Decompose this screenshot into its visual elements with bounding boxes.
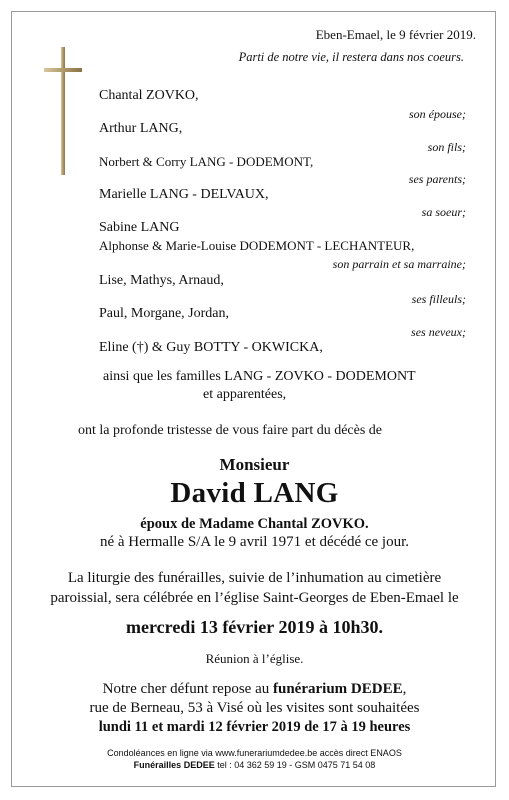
family-name: Sabine LANG: [99, 220, 180, 235]
family-relation: ses neveux;: [411, 325, 466, 339]
family-relation: ses filleuls;: [411, 292, 466, 306]
family-relation: sa soeur;: [421, 205, 466, 219]
family-name: Marielle LANG - DELVAUX,: [99, 187, 269, 202]
visits-hours: lundi 11 et mardi 12 février 2019 de 17 à 19 heures: [98, 719, 411, 735]
family-name: Eline (†) & Guy BOTTY - OKWICKA,: [99, 340, 323, 355]
quote: Parti de notre vie, il restera dans nos coeurs.: [238, 50, 464, 64]
family-name: Chantal ZOVKO,: [99, 88, 199, 103]
family-name: Arthur LANG,: [99, 121, 183, 136]
family-relation: son parrain et sa marraine;: [332, 257, 466, 271]
family-name: Alphonse & Marie-Louise DODEMONT - LECHANTEUR,: [99, 238, 415, 253]
family-relation: son fils;: [427, 140, 466, 154]
footer-condolences: Condoléances en ligne via www.funerariumdedee.be accès direct ENAOS: [107, 748, 402, 758]
family-name: Norbert & Corry LANG - DODEMONT,: [99, 154, 314, 169]
deceased-name: David LANG: [170, 477, 339, 509]
visits-line1: [0, 681, 509, 698]
family-name: Paul, Morgane, Jordan,: [99, 306, 229, 321]
spouse-line: époux de Madame Chantal ZOVKO.: [140, 516, 369, 532]
footer-contact: [0, 760, 509, 770]
birth-death-line: né à Hermalle S/A le 9 avril 1971 et décédé ce jour.: [99, 534, 410, 550]
meeting-line: Réunion à l’église.: [205, 651, 304, 666]
family-relation: ses parents;: [408, 172, 466, 186]
visits-line2: rue de Berneau, 53 à Visé où les visites sont souhaitées: [89, 700, 420, 716]
ceremony-line: La liturgie des funérailles, suivie de l’inhumation au cimetière: [67, 570, 442, 586]
funerarium-name: funérarium DEDEE: [273, 681, 403, 697]
footer-company: Funérailles DEDEE: [133, 760, 215, 770]
visits-text: Notre cher défunt repose au: [102, 681, 273, 697]
family-name: Lise, Mathys, Arnaud,: [99, 273, 224, 288]
families-line: et apparentées,: [203, 387, 287, 402]
place-date: Eben-Emael, le 9 février 2019.: [315, 27, 476, 42]
cross-icon: [44, 47, 82, 175]
ceremony-line: paroissial, sera célébrée en l’église Saint-Georges de Eben-Emael le: [50, 590, 459, 606]
deceased-title: Monsieur: [219, 455, 290, 474]
visits-punct: ,: [402, 681, 407, 697]
ceremony-date: mercredi 13 février 2019 à 10h30.: [126, 617, 383, 637]
announcement: ont la profonde tristesse de vous faire part du décès de: [78, 423, 383, 438]
footer-phones: tel : 04 362 59 19 - GSM 0475 71 54 08: [214, 760, 376, 770]
family-relation: son épouse;: [409, 107, 466, 121]
families-line: ainsi que les familles LANG - ZOVKO - DODEMONT: [103, 369, 416, 384]
